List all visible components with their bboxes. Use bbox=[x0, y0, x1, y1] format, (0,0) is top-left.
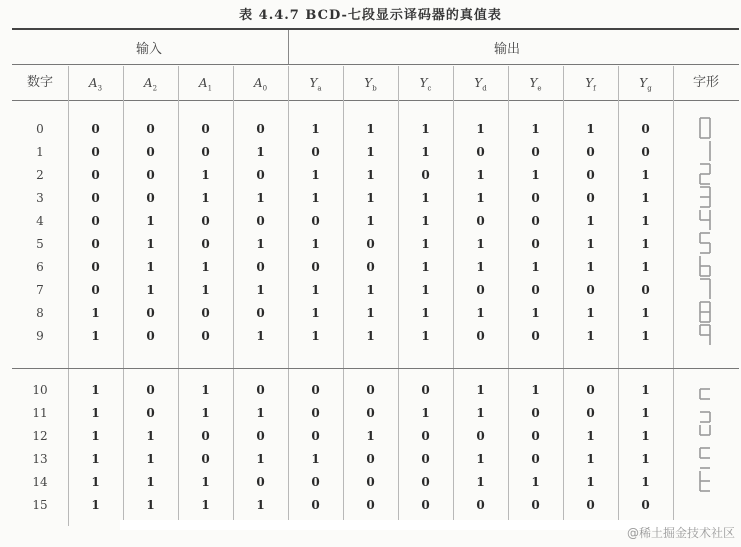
header-symbol: Y bbox=[419, 76, 428, 90]
input-bit-cell: 0 bbox=[91, 191, 100, 205]
output-bit-cell: 1 bbox=[641, 237, 650, 251]
output-bit-cell: 1 bbox=[311, 306, 320, 320]
output-bit-cell: 0 bbox=[311, 383, 320, 397]
output-bit-cell: 1 bbox=[366, 122, 375, 136]
header-subscript: c bbox=[427, 84, 432, 93]
output-bit-cell: 0 bbox=[476, 145, 485, 159]
input-bit-cell: 0 bbox=[91, 122, 100, 136]
input-bit-cell: 1 bbox=[201, 475, 210, 489]
glyph-cell bbox=[698, 447, 712, 469]
output-bit-cell: 0 bbox=[531, 145, 540, 159]
output-bit-cell: 0 bbox=[476, 283, 485, 297]
digit-cell: 1 bbox=[36, 145, 44, 159]
input-bit-cell: 1 bbox=[91, 498, 100, 512]
output-bit-cell: 1 bbox=[641, 429, 650, 443]
output-bit-cell: 0 bbox=[586, 383, 595, 397]
input-bit-cell: 1 bbox=[201, 191, 210, 205]
output-bit-cell: 1 bbox=[641, 191, 650, 205]
output-bit-cell: 1 bbox=[586, 260, 595, 274]
output-bit-cell: 0 bbox=[476, 429, 485, 443]
output-bit-cell: 1 bbox=[641, 329, 650, 343]
output-bit-cell: 1 bbox=[311, 237, 320, 251]
input-bit-cell: 1 bbox=[146, 498, 155, 512]
output-bit-cell: 1 bbox=[366, 145, 375, 159]
input-bit-cell: 0 bbox=[146, 122, 155, 136]
output-bit-cell: 0 bbox=[421, 383, 430, 397]
seven-segment-icon bbox=[698, 301, 712, 323]
output-bit-cell: 0 bbox=[311, 260, 320, 274]
output-bit-cell: 1 bbox=[641, 475, 650, 489]
header-subscript: 3 bbox=[97, 84, 103, 93]
output-bit-cell: 0 bbox=[531, 237, 540, 251]
output-bit-cell: 1 bbox=[421, 306, 430, 320]
input-bit-cell: 0 bbox=[91, 214, 100, 228]
output-bit-cell: 0 bbox=[366, 260, 375, 274]
output-bit-cell: 1 bbox=[641, 406, 650, 420]
output-bit-cell: 0 bbox=[641, 145, 650, 159]
input-bit-cell: 1 bbox=[256, 145, 265, 159]
output-bit-cell: 1 bbox=[641, 452, 650, 466]
output-bit-cell: 0 bbox=[641, 122, 650, 136]
output-bit-cell: 1 bbox=[476, 306, 485, 320]
seven-segment-icon bbox=[698, 255, 712, 277]
input-bit-cell: 0 bbox=[91, 260, 100, 274]
header-rule bbox=[12, 100, 739, 101]
digit-cell: 5 bbox=[36, 237, 44, 251]
output-bit-cell: 1 bbox=[366, 306, 375, 320]
output-bit-cell: 1 bbox=[586, 214, 595, 228]
output-bit-cell: 1 bbox=[311, 452, 320, 466]
input-bit-cell: 1 bbox=[91, 306, 100, 320]
input-bit-cell: 1 bbox=[201, 406, 210, 420]
input-bit-cell: 1 bbox=[146, 475, 155, 489]
glyph-cell bbox=[698, 378, 712, 400]
header-symbol: 数字 bbox=[26, 75, 53, 90]
digit-cell: 14 bbox=[32, 475, 48, 489]
input-bit-cell: 0 bbox=[201, 306, 210, 320]
output-bit-cell: 1 bbox=[421, 237, 430, 251]
seven-segment-icon bbox=[698, 278, 712, 300]
input-bit-cell: 0 bbox=[146, 329, 155, 343]
column-header bbox=[398, 70, 453, 96]
header-symbol: Y bbox=[309, 76, 318, 90]
seven-segment-icon bbox=[698, 378, 712, 400]
input-bit-cell: 1 bbox=[146, 283, 155, 297]
output-bit-cell: 0 bbox=[531, 429, 540, 443]
input-bit-cell: 1 bbox=[146, 429, 155, 443]
header-symbol: Y bbox=[585, 76, 594, 90]
output-bit-cell: 1 bbox=[531, 122, 540, 136]
input-bit-cell: 1 bbox=[91, 406, 100, 420]
output-bit-cell: 0 bbox=[531, 283, 540, 297]
input-bit-cell: 1 bbox=[201, 260, 210, 274]
input-bit-cell: 0 bbox=[256, 475, 265, 489]
digit-cell: 2 bbox=[36, 168, 44, 182]
output-bit-cell: 0 bbox=[421, 498, 430, 512]
output-bit-cell: 0 bbox=[311, 429, 320, 443]
input-bit-cell: 0 bbox=[201, 145, 210, 159]
output-bit-cell: 1 bbox=[311, 168, 320, 182]
input-bit-cell: 1 bbox=[146, 260, 155, 274]
input-bit-cell: 1 bbox=[256, 452, 265, 466]
column-header bbox=[288, 70, 343, 96]
column-header bbox=[453, 70, 508, 96]
seven-segment-icon bbox=[698, 209, 712, 231]
table-caption: 表 4.4.7 BCD-七段显示译码器的真值表 bbox=[239, 8, 502, 23]
output-bit-cell: 1 bbox=[421, 283, 430, 297]
output-bit-cell: 0 bbox=[421, 475, 430, 489]
output-bit-cell: 1 bbox=[586, 122, 595, 136]
digit-cell: 11 bbox=[32, 406, 48, 420]
input-bit-cell: 0 bbox=[91, 145, 100, 159]
seven-segment-icon bbox=[698, 163, 712, 185]
column-line bbox=[673, 66, 674, 526]
output-bit-cell: 0 bbox=[531, 191, 540, 205]
glyph-cell bbox=[698, 493, 712, 515]
input-bit-cell: 0 bbox=[256, 122, 265, 136]
header-symbol: Y bbox=[529, 76, 538, 90]
input-bit-cell: 1 bbox=[146, 237, 155, 251]
column-header bbox=[673, 70, 739, 96]
output-bit-cell: 0 bbox=[421, 429, 430, 443]
output-bit-cell: 1 bbox=[476, 260, 485, 274]
output-bit-cell: 1 bbox=[586, 237, 595, 251]
seven-segment-icon bbox=[698, 424, 712, 446]
output-bit-cell: 1 bbox=[531, 260, 540, 274]
output-bit-cell: 0 bbox=[531, 452, 540, 466]
output-bit-cell: 1 bbox=[311, 191, 320, 205]
output-bit-cell: 1 bbox=[476, 191, 485, 205]
output-bit-cell: 1 bbox=[531, 306, 540, 320]
output-bit-cell: 0 bbox=[311, 498, 320, 512]
input-bit-cell: 0 bbox=[146, 145, 155, 159]
output-bit-cell: 1 bbox=[476, 452, 485, 466]
input-bit-cell: 1 bbox=[256, 237, 265, 251]
output-bit-cell: 0 bbox=[641, 283, 650, 297]
input-bit-cell: 1 bbox=[201, 283, 210, 297]
output-bit-cell: 1 bbox=[366, 283, 375, 297]
input-bit-cell: 0 bbox=[201, 329, 210, 343]
header-subscript: a bbox=[317, 84, 322, 93]
output-bit-cell: 0 bbox=[366, 452, 375, 466]
digit-cell: 7 bbox=[36, 283, 44, 297]
input-bit-cell: 0 bbox=[146, 168, 155, 182]
output-bit-cell: 0 bbox=[531, 498, 540, 512]
header-symbol: A bbox=[143, 76, 153, 90]
output-bit-cell: 1 bbox=[476, 237, 485, 251]
input-bit-cell: 0 bbox=[201, 214, 210, 228]
output-bit-cell: 1 bbox=[421, 214, 430, 228]
output-bit-cell: 0 bbox=[586, 498, 595, 512]
digit-cell: 12 bbox=[32, 429, 48, 443]
output-bit-cell: 1 bbox=[476, 122, 485, 136]
header-symbol: A bbox=[253, 76, 263, 90]
digit-cell: 15 bbox=[32, 498, 48, 512]
output-bit-cell: 1 bbox=[421, 191, 430, 205]
input-bit-cell: 0 bbox=[91, 237, 100, 251]
output-bit-cell: 1 bbox=[531, 168, 540, 182]
output-bit-cell: 1 bbox=[366, 191, 375, 205]
input-bit-cell: 0 bbox=[146, 191, 155, 205]
input-bit-cell: 0 bbox=[146, 406, 155, 420]
output-bit-cell: 0 bbox=[311, 406, 320, 420]
input-bit-cell: 0 bbox=[256, 383, 265, 397]
glyph-cell bbox=[698, 424, 712, 446]
glyph-cell bbox=[698, 232, 712, 254]
digit-cell: 8 bbox=[36, 306, 44, 320]
glyph-cell bbox=[698, 278, 712, 300]
input-bit-cell: 0 bbox=[91, 168, 100, 182]
output-bit-cell: 0 bbox=[366, 383, 375, 397]
input-bit-cell: 1 bbox=[91, 329, 100, 343]
seven-segment-icon bbox=[698, 470, 712, 492]
column-header bbox=[68, 70, 123, 96]
column-header bbox=[178, 70, 233, 96]
input-bit-cell: 0 bbox=[256, 168, 265, 182]
column-header bbox=[233, 70, 288, 96]
output-bit-cell: 0 bbox=[366, 475, 375, 489]
header-symbol: Y bbox=[639, 76, 648, 90]
input-bit-cell: 1 bbox=[146, 452, 155, 466]
output-bit-cell: 1 bbox=[586, 429, 595, 443]
output-bit-cell: 1 bbox=[421, 260, 430, 274]
watermark: @稀土掘金技术社区 bbox=[626, 526, 735, 540]
output-bit-cell: 1 bbox=[641, 168, 650, 182]
top-rule bbox=[12, 28, 739, 30]
output-bit-cell: 0 bbox=[586, 145, 595, 159]
output-bit-cell: 1 bbox=[476, 475, 485, 489]
output-bit-cell: 0 bbox=[311, 145, 320, 159]
output-bit-cell: 1 bbox=[366, 214, 375, 228]
column-header bbox=[563, 70, 618, 96]
output-bit-cell: 0 bbox=[531, 329, 540, 343]
group-divider bbox=[288, 30, 289, 64]
column-header bbox=[618, 70, 673, 96]
seven-segment-icon bbox=[698, 140, 712, 162]
glyph-cell bbox=[698, 470, 712, 492]
output-bit-cell: 0 bbox=[366, 406, 375, 420]
output-bit-cell: 1 bbox=[641, 306, 650, 320]
glyph-cell bbox=[698, 163, 712, 185]
output-bit-cell: 1 bbox=[641, 214, 650, 228]
output-bit-cell: 1 bbox=[641, 383, 650, 397]
output-bit-cell: 0 bbox=[311, 475, 320, 489]
header-subscript: g bbox=[647, 84, 652, 93]
output-bit-cell: 1 bbox=[586, 475, 595, 489]
header-subscript: f bbox=[593, 84, 596, 93]
output-bit-cell: 0 bbox=[641, 498, 650, 512]
output-bit-cell: 0 bbox=[586, 283, 595, 297]
input-bit-cell: 1 bbox=[91, 475, 100, 489]
output-bit-cell: 0 bbox=[476, 214, 485, 228]
output-bit-cell: 1 bbox=[311, 283, 320, 297]
digit-cell: 3 bbox=[36, 191, 44, 205]
output-group-label: 输出 bbox=[494, 42, 521, 57]
input-bit-cell: 0 bbox=[201, 122, 210, 136]
digit-cell: 9 bbox=[36, 329, 44, 343]
output-bit-cell: 0 bbox=[586, 191, 595, 205]
column-header bbox=[123, 70, 178, 96]
output-bit-cell: 1 bbox=[366, 329, 375, 343]
output-bit-cell: 0 bbox=[421, 168, 430, 182]
output-bit-cell: 1 bbox=[586, 452, 595, 466]
section-rule bbox=[12, 368, 739, 369]
output-bit-cell: 1 bbox=[421, 329, 430, 343]
input-bit-cell: 1 bbox=[91, 429, 100, 443]
input-bit-cell: 1 bbox=[256, 191, 265, 205]
header-subscript: 2 bbox=[152, 84, 158, 93]
input-bit-cell: 1 bbox=[256, 498, 265, 512]
output-bit-cell: 0 bbox=[366, 498, 375, 512]
input-bit-cell: 0 bbox=[256, 429, 265, 443]
glyph-cell bbox=[698, 209, 712, 231]
seven-segment-icon bbox=[698, 401, 712, 423]
digit-cell: 4 bbox=[36, 214, 44, 228]
header-subscript: 1 bbox=[207, 84, 213, 93]
column-header bbox=[12, 70, 68, 96]
input-bit-cell: 0 bbox=[256, 306, 265, 320]
header-subscript: 0 bbox=[262, 84, 268, 93]
input-bit-cell: 0 bbox=[201, 429, 210, 443]
glyph-cell bbox=[698, 324, 712, 346]
group-rule bbox=[12, 64, 739, 65]
output-bit-cell: 0 bbox=[476, 329, 485, 343]
output-bit-cell: 0 bbox=[531, 214, 540, 228]
header-subscript: b bbox=[372, 84, 377, 93]
glyph-cell bbox=[698, 140, 712, 162]
input-bit-cell: 0 bbox=[146, 306, 155, 320]
input-bit-cell: 0 bbox=[201, 452, 210, 466]
header-symbol: A bbox=[88, 76, 98, 90]
input-bit-cell: 1 bbox=[201, 168, 210, 182]
input-bit-cell: 0 bbox=[201, 237, 210, 251]
output-bit-cell: 1 bbox=[586, 329, 595, 343]
header-subscript: d bbox=[482, 84, 487, 93]
output-bit-cell: 1 bbox=[641, 260, 650, 274]
input-bit-cell: 1 bbox=[256, 406, 265, 420]
seven-segment-icon bbox=[698, 117, 712, 139]
output-bit-cell: 1 bbox=[311, 329, 320, 343]
output-bit-cell: 0 bbox=[366, 237, 375, 251]
digit-cell: 0 bbox=[36, 122, 44, 136]
output-bit-cell: 1 bbox=[476, 383, 485, 397]
input-bit-cell: 0 bbox=[146, 383, 155, 397]
output-bit-cell: 1 bbox=[311, 122, 320, 136]
seven-segment-icon bbox=[698, 324, 712, 346]
seven-segment-icon bbox=[698, 447, 712, 469]
digit-cell: 6 bbox=[36, 260, 44, 274]
input-bit-cell: 1 bbox=[201, 383, 210, 397]
seven-segment-icon bbox=[698, 493, 712, 515]
input-bit-cell: 1 bbox=[256, 283, 265, 297]
output-bit-cell: 0 bbox=[586, 406, 595, 420]
seven-segment-icon bbox=[698, 232, 712, 254]
header-symbol: A bbox=[198, 76, 208, 90]
header-symbol: 字形 bbox=[692, 75, 719, 90]
output-bit-cell: 1 bbox=[476, 406, 485, 420]
glyph-cell bbox=[698, 255, 712, 277]
glyph-cell bbox=[698, 401, 712, 423]
output-bit-cell: 0 bbox=[476, 498, 485, 512]
input-bit-cell: 0 bbox=[91, 283, 100, 297]
input-bit-cell: 0 bbox=[256, 214, 265, 228]
output-bit-cell: 1 bbox=[421, 122, 430, 136]
input-bit-cell: 1 bbox=[91, 383, 100, 397]
output-bit-cell: 0 bbox=[586, 168, 595, 182]
input-bit-cell: 1 bbox=[256, 329, 265, 343]
glyph-cell bbox=[698, 186, 712, 208]
digit-cell: 10 bbox=[32, 383, 48, 397]
header-symbol: Y bbox=[364, 76, 373, 90]
output-bit-cell: 0 bbox=[421, 452, 430, 466]
output-bit-cell: 1 bbox=[531, 475, 540, 489]
output-bit-cell: 1 bbox=[586, 306, 595, 320]
output-bit-cell: 0 bbox=[311, 214, 320, 228]
input-group-label: 输入 bbox=[136, 42, 163, 57]
input-bit-cell: 0 bbox=[256, 260, 265, 274]
output-bit-cell: 1 bbox=[421, 406, 430, 420]
glyph-cell bbox=[698, 301, 712, 323]
output-bit-cell: 1 bbox=[476, 168, 485, 182]
input-bit-cell: 1 bbox=[146, 214, 155, 228]
input-bit-cell: 1 bbox=[91, 452, 100, 466]
digit-cell: 13 bbox=[32, 452, 48, 466]
output-bit-cell: 1 bbox=[366, 168, 375, 182]
column-header bbox=[508, 70, 563, 96]
output-bit-cell: 1 bbox=[366, 429, 375, 443]
output-bit-cell: 1 bbox=[421, 145, 430, 159]
header-symbol: Y bbox=[474, 76, 483, 90]
column-header bbox=[343, 70, 398, 96]
seven-segment-icon bbox=[698, 186, 712, 208]
output-bit-cell: 1 bbox=[531, 383, 540, 397]
output-bit-cell: 0 bbox=[531, 406, 540, 420]
input-bit-cell: 1 bbox=[201, 498, 210, 512]
header-subscript: e bbox=[537, 84, 542, 93]
glyph-cell bbox=[698, 117, 712, 139]
